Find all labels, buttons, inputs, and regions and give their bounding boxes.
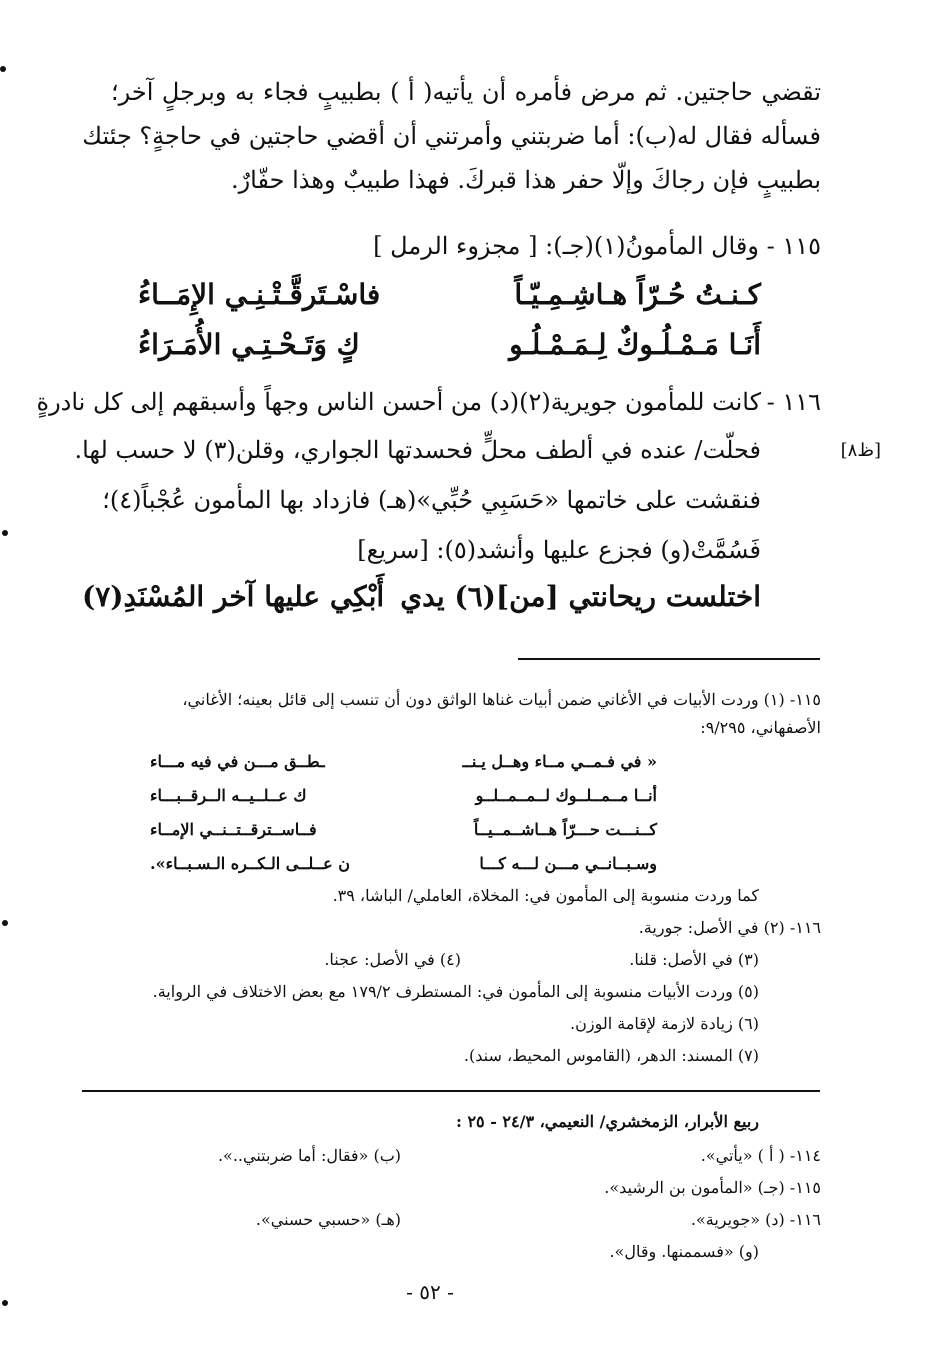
- footnote-verse-4-right: وسـبــانــي مـــن لـــه كـــا: [479, 854, 657, 873]
- verse-116-left: أَبْكِي عليها آخر المُسْنَدِ(٧): [82, 580, 385, 613]
- footnote-verse-3-right: كــنـــت حـــرّاً هــاشــمــيــاً: [473, 820, 657, 839]
- variant-text: «المأمون بن الرشيد».: [604, 1178, 753, 1197]
- entry-115-number: ١١٥ -: [766, 232, 821, 260]
- footnote-lead: (٤): [439, 950, 461, 969]
- verse-116-right: اختلست ريحانتي [من](٦) يدي: [400, 580, 761, 613]
- footnote-lead: (٣): [737, 950, 759, 969]
- variant-row-2: [604, 1178, 821, 1198]
- footnote-115-line-2: الأصفهاني، ٩/٢٩٥:: [700, 718, 821, 737]
- variant-text: «يأتي».: [700, 1146, 753, 1165]
- variant-lead: ١١٥- (جـ): [757, 1178, 821, 1197]
- page-number: - ٥٢ -: [406, 1280, 454, 1304]
- footnote-verse-3-left: فــاســترقــتــنــي الإمــاء: [150, 820, 317, 839]
- entry-116-line-1: كانت للمأمون جويرية(٢)(د) من أحسن الناس وجهاً وأسبقهم إلى كل نادرةٍ: [36, 388, 761, 416]
- footnote-verse-1-right: « في فـمــي مــاء وهــل يـنــ: [462, 752, 657, 771]
- footnote-divider: [518, 658, 820, 660]
- footnote-lead: (٦): [737, 1014, 759, 1033]
- margin-folio-note: [ظ٨]: [840, 440, 881, 461]
- footnote-verse-2-right: أنــا مــمــلــوك لــمــمــلــو: [475, 786, 657, 805]
- footnote-text: زيادة لازمة لإقامة الوزن.: [570, 1014, 733, 1033]
- scan-speck: [2, 530, 8, 536]
- scan-speck: [0, 66, 6, 72]
- variant-lead: ١١٤- ( أ ): [757, 1146, 821, 1165]
- entry-115-heading: [373, 224, 821, 268]
- verse-115-1-right: كـنـتُ حُـرّاً هـاشِـمِـيّـاً: [514, 278, 761, 311]
- footnote-116-row-3: [153, 982, 759, 1002]
- entry-116-line-4: فَسُمَّتْ(و) فجزع عليها وأنشد(٥): [سريع]: [357, 536, 761, 564]
- intro-line-2: فسأله فقال له(ب): أما ضربتني وأمرتني أن أقضي حاجتين في حاجةٍ؟ جئتك: [82, 122, 821, 150]
- entry-116-number: ١١٦ -: [766, 388, 821, 416]
- entry-116-line-2: فحلّت/ عنده في ألطف محلٍّ فحسدتها الجواري، وقلن(٣) لا حسب لها.: [74, 436, 761, 464]
- footnote-116-row-5: [464, 1046, 759, 1066]
- footnote-text: في الأصل: عجنا.: [324, 950, 435, 969]
- footnote-lead: ١١٦- (٢): [763, 918, 821, 937]
- verse-115-2-left: كٍ وَتَـحْـتِـي الأُمَـرَاءُ: [138, 328, 360, 361]
- footnote-text: المسند: الدهر، (القاموس المحيط، سند).: [463, 1046, 733, 1065]
- scan-speck: [2, 1300, 8, 1306]
- variant-lead: (هـ): [375, 1210, 401, 1229]
- scan-speck: [2, 920, 8, 926]
- variant-text: «فقال: أما ضربتني..».: [217, 1146, 369, 1165]
- variants-source: ربيع الأبرار، الزمخشري/ النعيمي، ٢٤/٣ - ٢٥ :: [455, 1112, 759, 1131]
- variant-lead: (ب): [373, 1146, 401, 1165]
- footnote-verse-1-left: ـطــق مـــن في فيه مـــاء: [150, 752, 325, 771]
- footnote-116-row-2b: [324, 950, 461, 970]
- footnote-text: في الأصل: قلنا.: [629, 950, 733, 969]
- footnote-lead: (٥): [737, 982, 759, 1001]
- variant-row-1b: [218, 1146, 401, 1166]
- variants-divider: [82, 1090, 820, 1092]
- verse-115-2-right: أَنَـا مَـمْـلُـوكٌ لِـمَـمْـلُـو: [509, 328, 761, 361]
- intro-line-3: بطبيبٍ فإن رجاكَ وإلّا حفر هذا قبركَ. فهذا طبيبٌ وهذا حفّارٌ.: [230, 166, 821, 194]
- variant-text: «جويرية».: [690, 1210, 761, 1229]
- footnote-text: وردت الأبيات منسوبة إلى المأمون في: المستطرف ١٧٩/٢ مع بعض الاختلاف في الرواية.: [152, 982, 733, 1001]
- variant-row-4: [609, 1242, 759, 1262]
- footnote-116-row-1: [639, 918, 821, 938]
- verse-115-1-left: فاسْـتَرقَّـتْـنِـي الإِمَــاءُ: [138, 278, 381, 311]
- intro-line-1: تقضي حاجتين. ثم مرض فأمره أن يأتيه( أ ) بطبيبٍ فجاء به وبرجلٍ آخر؛: [111, 78, 821, 106]
- footnote-verse-2-left: ك عــلــيــه الــرقــبـــاء: [150, 786, 307, 805]
- entry-116-line-3: فنقشت على خاتمها «حَسَبِي حُبِّي»(هـ) فازداد بها المأمون عُجْباً(٤)؛: [102, 486, 761, 514]
- variant-text: «حسبي حسني».: [255, 1210, 371, 1229]
- variant-text: «فسممنها. وقال».: [609, 1242, 734, 1261]
- footnote-116-row-4: [570, 1014, 759, 1034]
- footnote-text: في الأصل: جورية.: [638, 918, 759, 937]
- footnote-116-row-2: [629, 950, 759, 970]
- footnote-verse-4-left: ن عــلــى الـكــره الـسـبــاء».: [150, 854, 350, 873]
- variant-lead: (و): [738, 1242, 759, 1261]
- variant-row-3: [691, 1210, 821, 1230]
- variant-row-1: [701, 1146, 821, 1166]
- footnote-lead: (٧): [737, 1046, 759, 1065]
- footnote-115-tail: كما وردت منسوبة إلى المأمون في: المخلاة، العاملي/ الباشا، ٣٩.: [332, 886, 759, 905]
- entry-115-text: وقال المأمونُ(١)(جـ): [ مجزوء الرمل ]: [373, 232, 759, 260]
- footnote-115-line-1: ١١٥- (١) وردت الأبيات في الأغاني ضمن أبيات غناها الواثق دون أن تنسب إلى قائل بعينه؛ الأغاني،: [182, 690, 821, 709]
- variant-lead: ١١٦- (د): [765, 1210, 821, 1229]
- variant-row-3b: [256, 1210, 401, 1230]
